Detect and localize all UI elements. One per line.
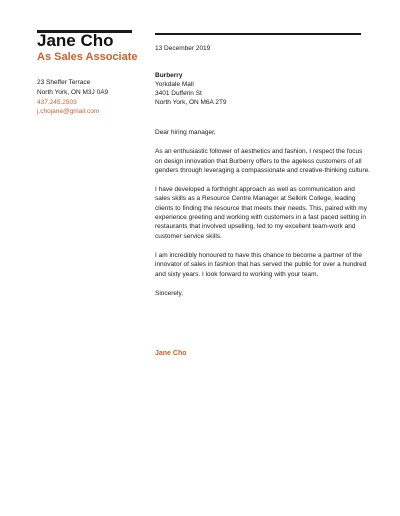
sender-address-line1: 23 Sheffer Terrace — [37, 79, 91, 86]
closing: Sincerely, — [155, 289, 184, 297]
recipient-line3: North York, ON M6A 2T9 — [155, 99, 227, 106]
sender-contact — [37, 78, 108, 117]
body-paragraph-2: I have developed a forthright approach as well as communication and sales skills as a Resource Centre Manager at Selkirk College, leading clients to finding the resource that meets their needs. This, paired with my experience greeting and working with customers in a fast paced setting in restaurants that involved upselling, led to my excellent team-work and customer service skills. — [155, 186, 367, 240]
sender-email: j.chojane@gmail.com — [37, 108, 100, 116]
letter-body — [155, 128, 370, 308]
sender-phone: 437.245.2503 — [37, 98, 77, 106]
sender-address-line2: North York, ON M3J 0A9 — [37, 88, 109, 96]
sender-title: As Sales Associate — [37, 51, 138, 63]
sender-name: Jane Cho — [37, 31, 114, 50]
body-paragraph-1: As an enthusiastic follower of aesthetics and fashion, I respect the focus on design innovation that Burberry offers to the ageless customers of all genders through leveraging a compassionate and creative-thinking culture. — [155, 148, 370, 174]
letter-date: 13 December 2019 — [155, 45, 211, 52]
recipient-line2: 3401 Dufferin St — [155, 90, 202, 97]
body-paragraph-3: I am incredibly honoured to have this chance to become a partner of the innovator of sales in fashion that has served the public for over a hundred and sixty years. I look forward to working with your team. — [155, 251, 367, 278]
recipient-company: Burberry — [155, 72, 183, 79]
signature: Jane Cho — [155, 350, 187, 357]
salutation: Dear hiring manager, — [155, 129, 216, 136]
recipient-line1: Yorkdale Mall — [155, 81, 194, 88]
recipient-block — [155, 71, 227, 107]
header-rule-right — [155, 33, 361, 35]
